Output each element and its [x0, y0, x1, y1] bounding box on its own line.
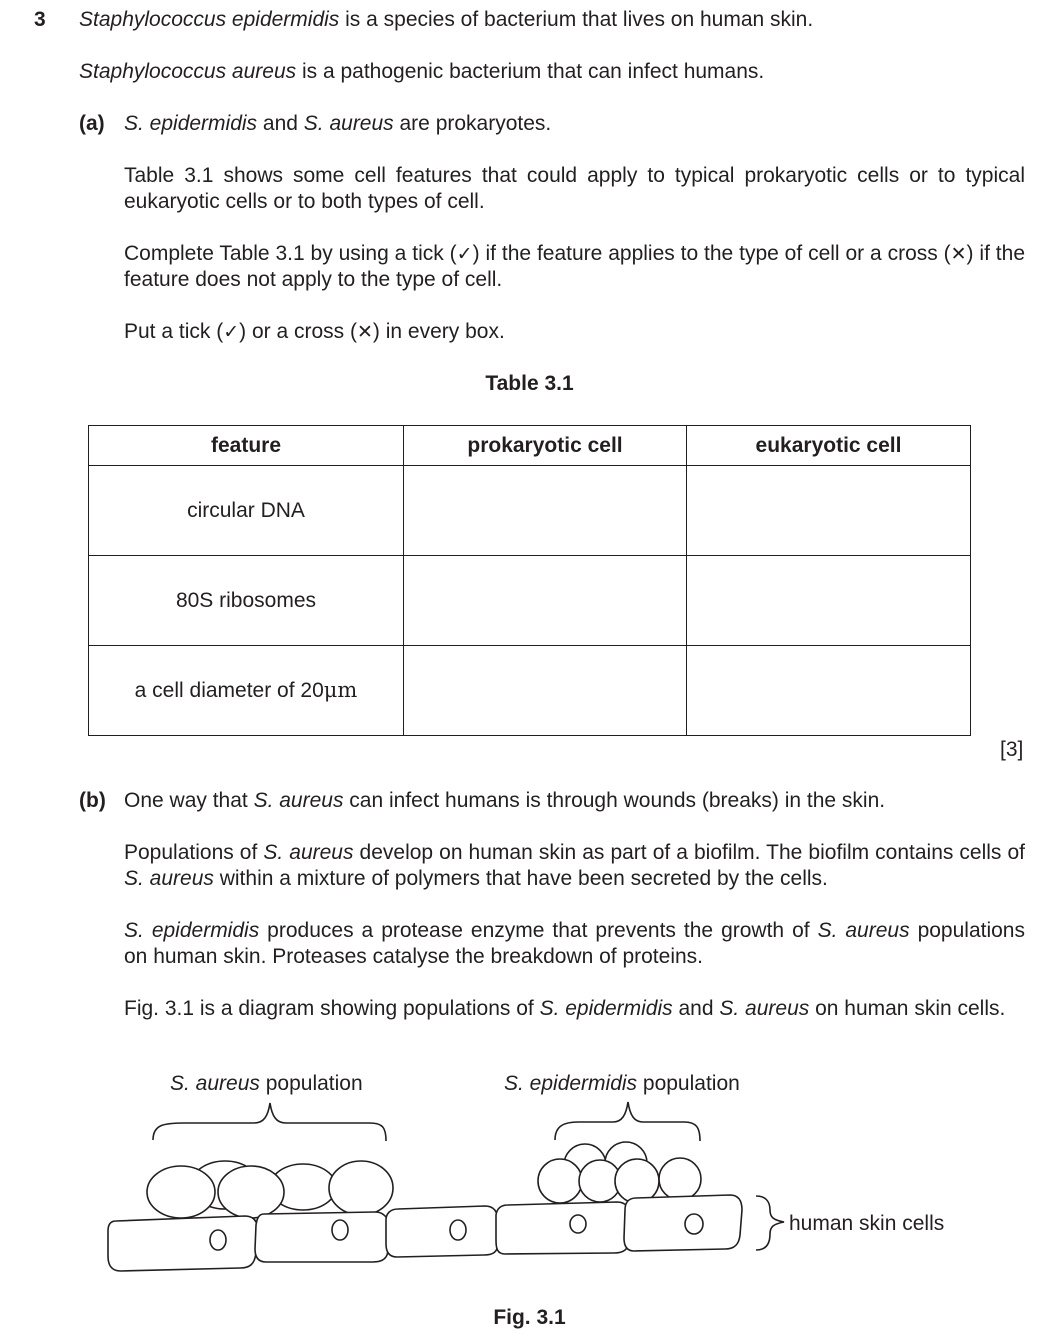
tick-icon: ✓ — [456, 243, 473, 265]
text: ) or a cross ( — [239, 320, 357, 343]
aureus-cell — [147, 1166, 215, 1218]
skin-cell — [386, 1206, 498, 1257]
part-a-paragraph-1: Table 3.1 shows some cell features that could apply to typical prokaryotic cells or to typical eukaryotic cells or to both types of cell. — [124, 164, 1025, 213]
text: produces a protease enzyme that prevents the growth of — [259, 919, 818, 942]
skin-brace — [756, 1196, 784, 1250]
species-name: S. aureus — [170, 1072, 260, 1095]
figure-caption: Fig. 3.1 — [493, 1306, 566, 1329]
text: develop on human skin as part of a biofilm. The biofilm contains cells of — [353, 841, 1025, 864]
text: Complete Table 3.1 by using a tick ( — [124, 242, 457, 265]
epidermidis-cell — [538, 1159, 582, 1203]
species-name: S. epidermidis — [124, 919, 260, 942]
tick-icon: ✓ — [223, 321, 240, 343]
text: and — [672, 997, 720, 1020]
text: One way that — [124, 789, 254, 812]
header-prokaryotic: prokaryotic cell — [404, 426, 687, 466]
species-name: S. epidermidis — [504, 1072, 638, 1095]
species-name: S. epidermidis — [539, 997, 673, 1020]
text: and — [257, 112, 304, 135]
text: within a mixture of polymers that have been secreted by the cells. — [213, 867, 828, 890]
skin-cell — [496, 1202, 630, 1254]
species-name: S. aureus — [263, 841, 354, 864]
epidermidis-brace — [555, 1102, 700, 1141]
header-feature: feature — [89, 426, 404, 466]
nucleus — [450, 1220, 466, 1240]
part-b-label: (b) — [79, 789, 106, 812]
species-name: S. epidermidis — [124, 112, 258, 135]
text: ) in every box. — [372, 320, 505, 343]
text: Fig. 3.1 is a diagram showing populations of — [124, 997, 540, 1020]
text: population — [637, 1072, 740, 1095]
text: can infect humans is through wounds (breaks) in the skin. — [343, 789, 886, 812]
text: population — [259, 1072, 363, 1095]
species-name: S. aureus — [303, 112, 394, 135]
text: populations on human skin. Proteases catalyse the breakdown of proteins. — [124, 919, 1025, 968]
skin-cell — [624, 1195, 742, 1251]
feature-cell: 80S ribosomes — [89, 556, 404, 646]
skin-cell — [255, 1212, 389, 1262]
species-name: Staphylococcus epidermidis — [79, 8, 340, 31]
text: ) if the feature applies to the type of cell or a cross ( — [472, 242, 951, 265]
label-human-skin-cells: human skin cells — [789, 1212, 945, 1235]
aureus-cell — [218, 1166, 284, 1218]
species-name: S. aureus — [124, 867, 214, 890]
intro-text: is a pathogenic bacterium that can infect humans. — [296, 60, 765, 83]
text: Put a tick ( — [124, 320, 224, 343]
question-number: 3 — [34, 8, 46, 31]
text: a cell diameter of 20 — [134, 679, 324, 702]
nucleus — [570, 1215, 586, 1233]
marks: [3] — [1000, 738, 1024, 761]
part-a-label: (a) — [79, 112, 105, 135]
aureus-cell — [329, 1161, 393, 1215]
text: Populations of — [124, 841, 264, 864]
species-name: S. aureus — [253, 789, 344, 812]
species-name: S. aureus — [817, 919, 910, 942]
species-name: Staphylococcus aureus — [79, 60, 297, 83]
aureus-brace — [153, 1103, 386, 1141]
epidermidis-cell — [659, 1158, 701, 1200]
epidermidis-cell — [615, 1159, 659, 1203]
intro-text: is a species of bacterium that lives on human skin. — [339, 8, 814, 31]
nucleus — [210, 1230, 226, 1250]
nucleus — [685, 1214, 703, 1234]
text: are prokaryotes. — [393, 112, 552, 135]
text: ) if the feature does not apply to the type of cell. — [124, 242, 1025, 291]
header-eukaryotic: eukaryotic cell — [687, 426, 971, 466]
feature-cell: circular DNA — [89, 466, 404, 556]
table-caption: Table 3.1 — [485, 372, 574, 395]
cross-icon: ✕ — [950, 243, 967, 265]
species-name: S. aureus — [719, 997, 810, 1020]
skin-cell — [108, 1216, 258, 1271]
unit: μm — [323, 678, 358, 702]
text: on human skin cells. — [809, 997, 1006, 1020]
nucleus — [332, 1220, 348, 1240]
cross-icon: ✕ — [356, 321, 373, 343]
